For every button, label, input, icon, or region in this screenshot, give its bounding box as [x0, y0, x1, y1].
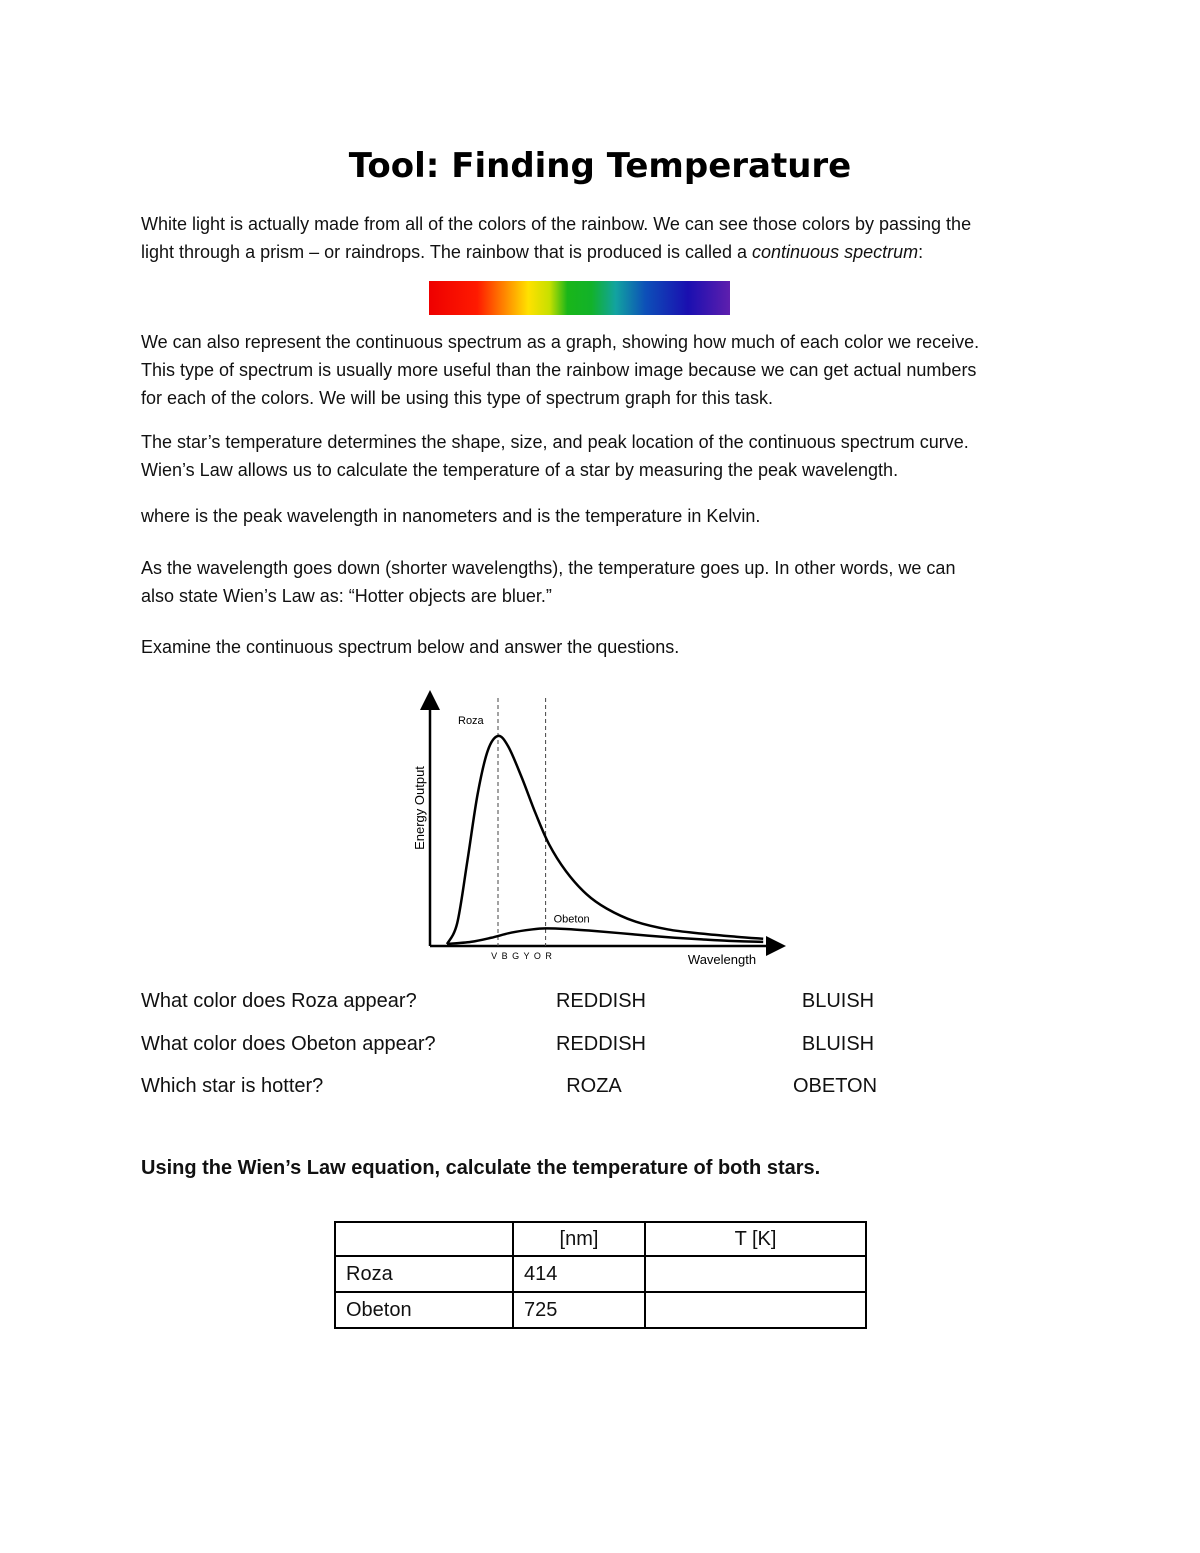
intro-emphasis: continuous spectrum	[752, 242, 919, 262]
question-1: What color does Roza appear?	[141, 990, 417, 1012]
hotter-paragraph	[141, 554, 1071, 610]
q1-option-bluish[interactable]: BLUISH	[801, 990, 875, 1012]
header-cell-temperature: T [K]	[645, 1222, 866, 1256]
graph-line-1: We can also represent the continuous spectrum as a graph, showing how much of each color we receive.	[141, 332, 980, 352]
row-temperature-input[interactable]	[645, 1292, 866, 1328]
q2-option-reddish[interactable]: REDDISH	[555, 1033, 646, 1055]
question-2: What color does Obeton appear?	[141, 1033, 436, 1055]
q1-option-reddish[interactable]: REDDISH	[555, 990, 646, 1012]
header-cell-blank	[335, 1222, 513, 1256]
x-tick-color-letters: V B G Y O R	[491, 951, 553, 961]
table-header-row	[335, 1222, 866, 1256]
series-label-obeton: Obeton	[553, 913, 590, 926]
row-star-name: Obeton	[335, 1292, 513, 1328]
q3-option-obeton[interactable]: OBETON	[792, 1075, 878, 1097]
intro-line-2-end: :	[918, 242, 924, 262]
row-wavelength: 725	[513, 1292, 645, 1328]
graph-paragraph	[141, 328, 1071, 412]
wien-line-1: The star’s temperature determines the shape, size, and peak location of the continuous spectrum curve.	[141, 432, 969, 452]
wien-paragraph	[141, 428, 1071, 484]
row-temperature-input[interactable]	[645, 1256, 866, 1292]
rainbow-spectrum-image	[429, 281, 730, 315]
hotter-line-2: also state Wien’s Law as: “Hotter objects are bluer.”	[141, 586, 552, 606]
series-line-roza	[447, 736, 763, 944]
table-row	[335, 1256, 866, 1292]
series-label-roza: Roza	[458, 715, 484, 727]
x-axis-label: Wavelength	[687, 952, 757, 967]
q3-option-roza[interactable]: ROZA	[566, 1075, 622, 1097]
intro-paragraph	[141, 210, 1071, 266]
where-line: where is the peak wavelength in nanometers and is the temperature in Kelvin.	[141, 506, 761, 526]
question-3: Which star is hotter?	[141, 1075, 324, 1097]
calc-heading: Using the Wien’s Law equation, calculate the temperature of both stars.	[141, 1157, 821, 1179]
table-row	[335, 1292, 866, 1328]
row-wavelength: 414	[513, 1256, 645, 1292]
intro-line-2: light through a prism – or raindrops. The rainbow that is produced is called a	[141, 242, 752, 262]
page-title: Tool: Finding Temperature	[348, 146, 852, 186]
graph-line-2: This type of spectrum is usually more useful than the rainbow image because we can get actual numbers	[141, 360, 977, 380]
graph-line-3: for each of the colors. We will be using this type of spectrum graph for this task.	[141, 388, 773, 408]
temperature-table	[334, 1221, 867, 1329]
wien-line-2: Wien’s Law allows us to calculate the temperature of a star by measuring the peak wavelength.	[141, 460, 899, 480]
intro-line-1: White light is actually made from all of the colors of the rainbow. We can see those colors by passing the	[141, 214, 972, 234]
examine-line: Examine the continuous spectrum below and answer the questions.	[141, 637, 680, 657]
y-axis-label: Energy Output	[412, 766, 427, 850]
header-cell-wavelength: [nm]	[513, 1222, 645, 1256]
row-star-name: Roza	[335, 1256, 513, 1292]
q2-option-bluish[interactable]: BLUISH	[801, 1033, 875, 1055]
hotter-line-1: As the wavelength goes down (shorter wavelengths), the temperature goes up. In other words, we can	[141, 558, 956, 578]
spectrum-chart	[400, 688, 800, 968]
